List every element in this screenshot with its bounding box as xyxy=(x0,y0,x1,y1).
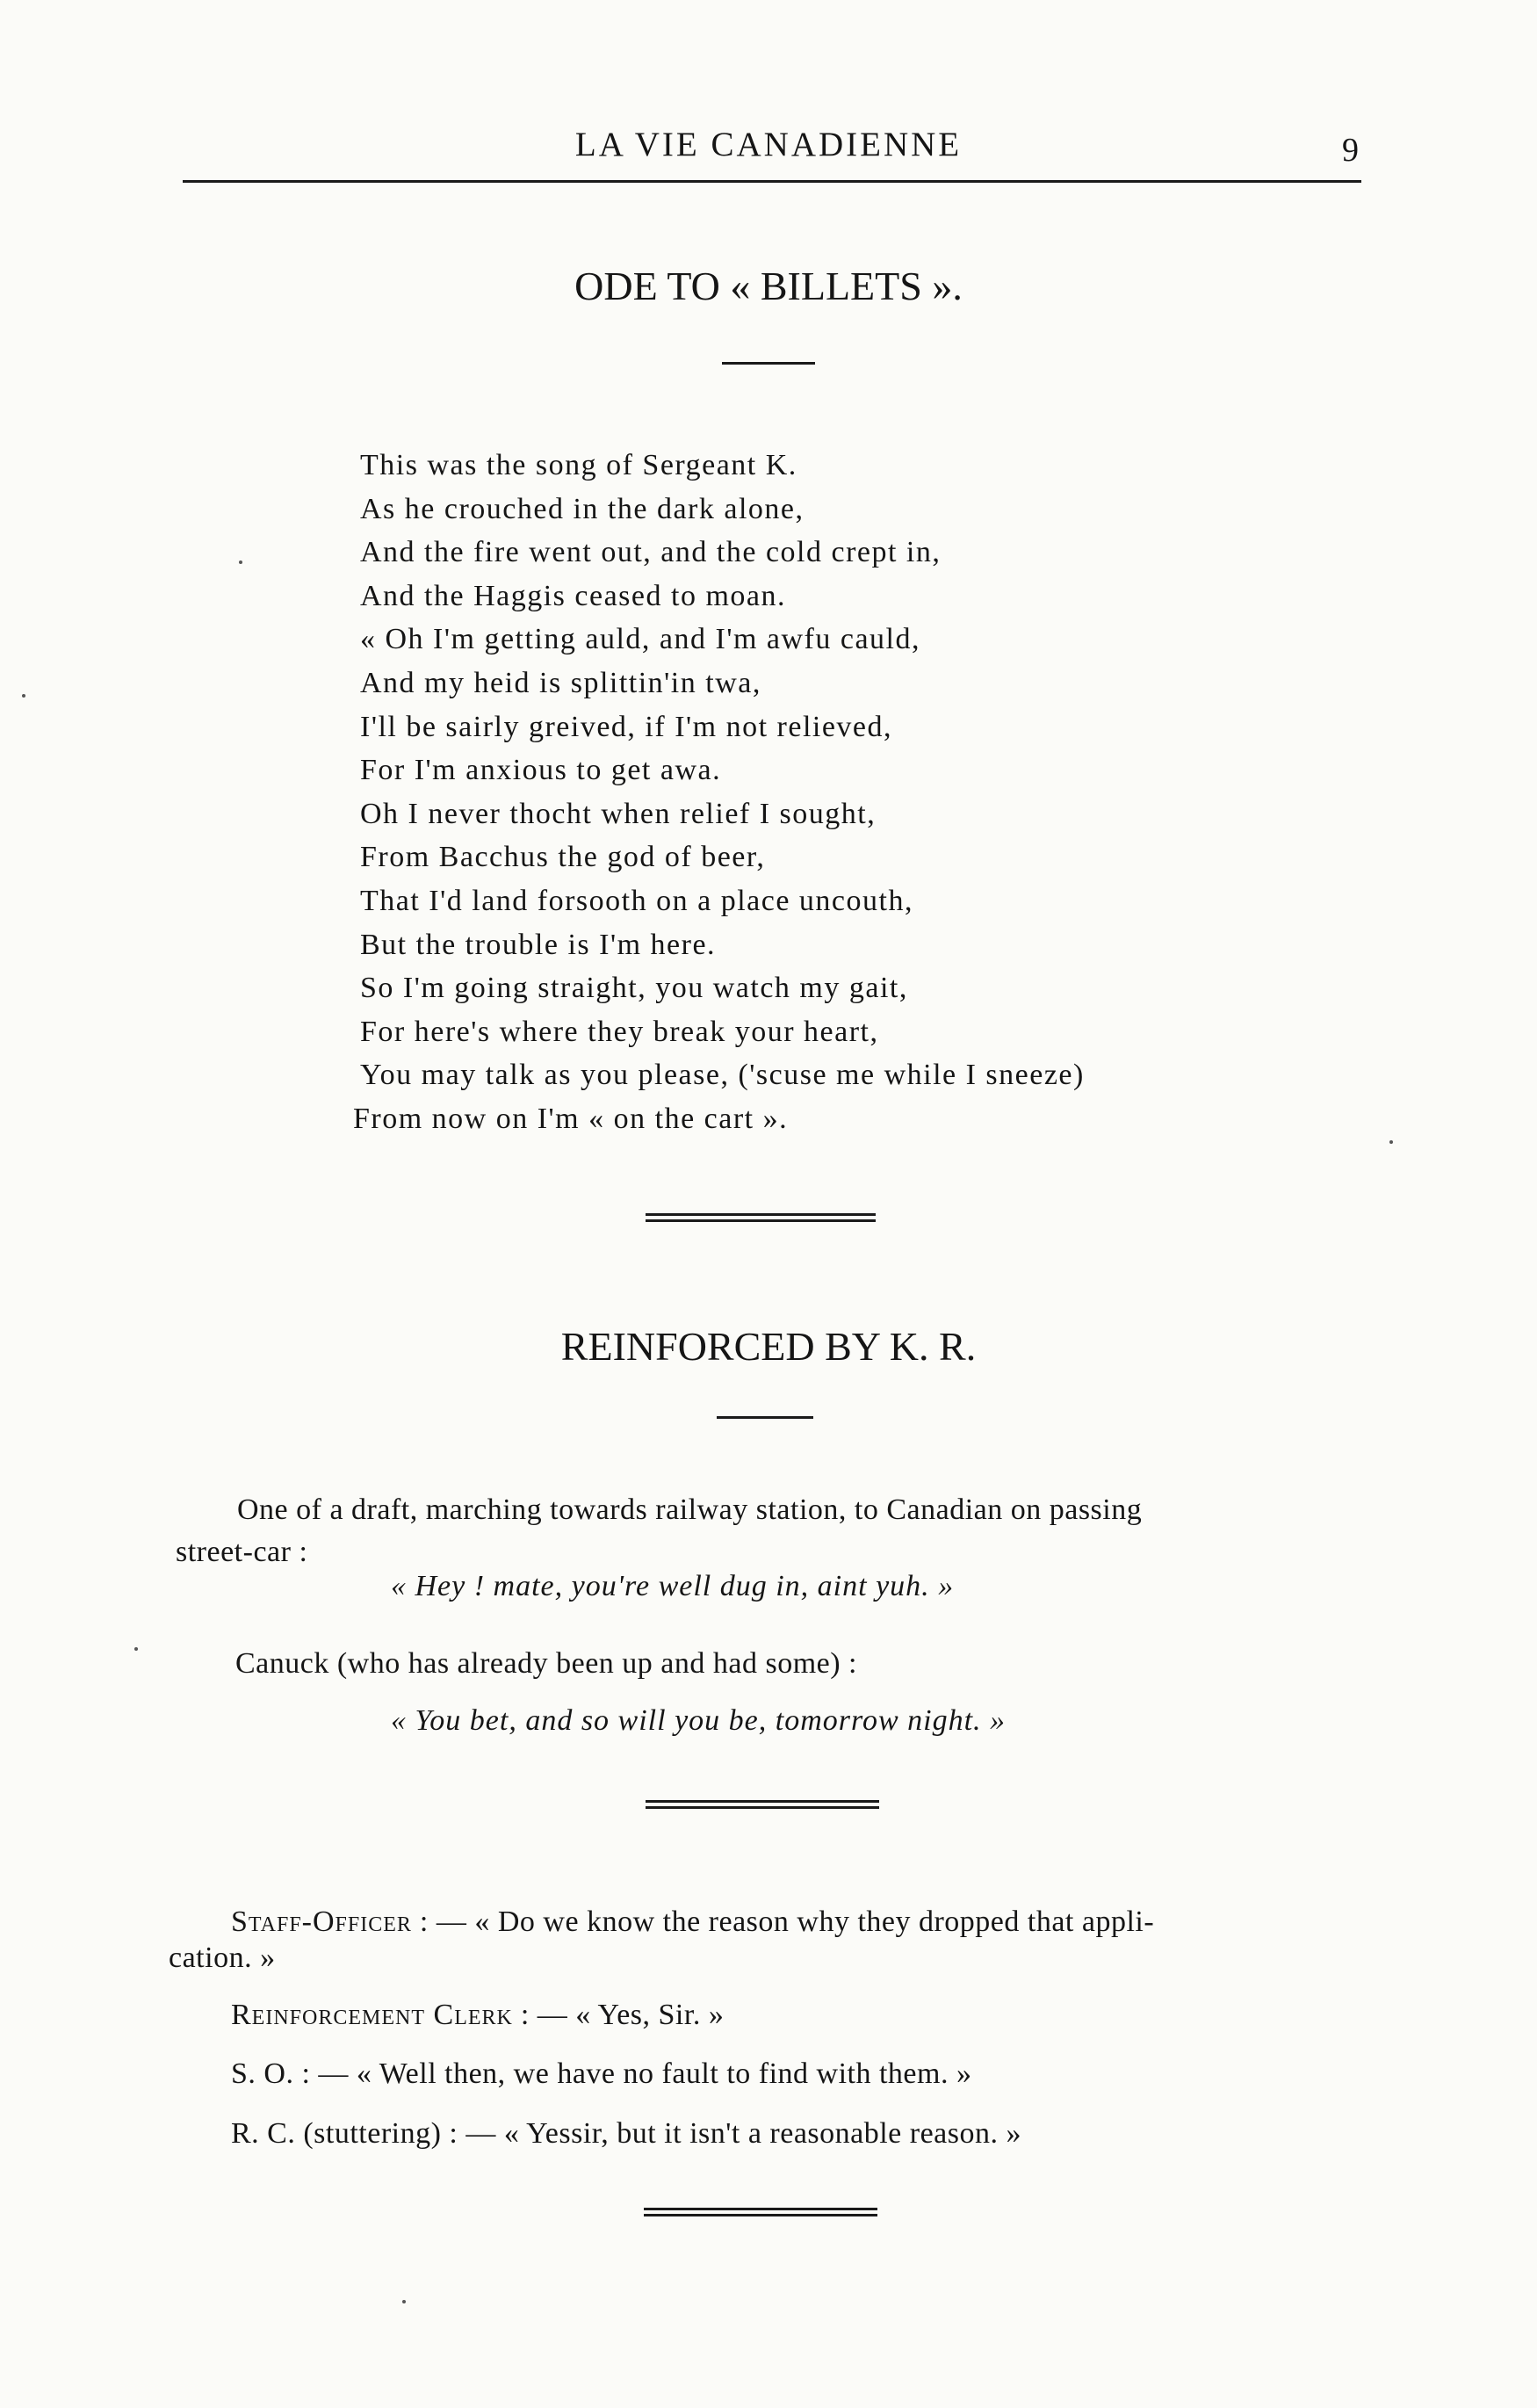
intro-line: One of a draft, marching towards railway station, to Canadian on passing xyxy=(237,1493,1143,1526)
poem-line: This was the song of Sergeant K. xyxy=(360,449,797,481)
poem-line: From now on I'm « on the cart ». xyxy=(353,1102,789,1135)
speaker-name: Reinforcement Clerk xyxy=(231,1999,513,2031)
poem-line: « Oh I'm getting auld, and I'm awfu cauld, xyxy=(360,623,920,656)
poem-line: I'll be sairly greived, if I'm not relieved, xyxy=(360,710,893,743)
poem-line: And the fire went out, and the cold crept in, xyxy=(360,536,942,569)
running-header-title: LA VIE CANADIENNE xyxy=(574,126,963,163)
poem-line: As he crouched in the dark alone, xyxy=(360,492,805,525)
canuck-line: Canuck (who has already been up and had some) : xyxy=(235,1647,857,1680)
scan-speck xyxy=(402,2300,406,2303)
intro-line: street-car : xyxy=(176,1536,308,1568)
dialogue-line: R. C. (stuttering) : — « Yessir, but it isn't a reasonable reason. » xyxy=(231,2117,1022,2150)
poem-line: But the trouble is I'm here. xyxy=(360,928,717,961)
dialogue-line: cation. » xyxy=(169,1942,276,1974)
page-number: 9 xyxy=(1342,132,1359,169)
dialogue-line: S. O. : — « Well then, we have no fault to find with them. » xyxy=(231,2057,972,2090)
poem-line: For here's where they break your heart, xyxy=(360,1015,879,1048)
poem-line: You may talk as you please, ('scuse me while I sneeze) xyxy=(360,1059,1085,1092)
dialogue-line xyxy=(231,1901,1154,1943)
header-rule xyxy=(183,180,1361,183)
scan-speck xyxy=(1389,1140,1393,1144)
poem-line: For I'm anxious to get awa. xyxy=(360,754,722,787)
ode-title: ODE TO « BILLETS ». xyxy=(574,264,963,308)
scan-speck xyxy=(239,560,242,564)
dialogue-line xyxy=(231,1994,724,2036)
dialogue-text: : — « Yes, Sir. » xyxy=(512,1999,725,2031)
quote-line: « You bet, and so will you be, tomorrow night. » xyxy=(391,1704,1007,1737)
dialogue-text: : — « Do we know the reason why they dropped that appli- xyxy=(411,1905,1155,1938)
ode-title-rule xyxy=(722,362,815,365)
reinforced-title: REINFORCED BY K. R. xyxy=(560,1324,977,1369)
poem-line: So I'm going straight, you watch my gait, xyxy=(360,972,908,1005)
reinforced-title-rule xyxy=(717,1416,813,1419)
section-divider xyxy=(646,1800,879,1809)
scan-speck xyxy=(134,1647,138,1651)
poem-line: And my heid is splittin'in twa, xyxy=(360,666,761,699)
poem-line: That I'd land forsooth on a place uncouth, xyxy=(360,884,913,917)
scan-speck xyxy=(22,694,25,698)
section-divider xyxy=(646,1213,876,1222)
poem-line: Oh I never thocht when relief I sought, xyxy=(360,797,877,830)
quote-line: « Hey ! mate, you're well dug in, aint yuh. » xyxy=(391,1570,955,1602)
ode-poem xyxy=(353,444,1085,1141)
poem-line: From Bacchus the god of beer, xyxy=(360,841,766,874)
speaker-name: Staff-Officer xyxy=(231,1905,412,1938)
section-divider xyxy=(644,2208,877,2216)
poem-line: And the Haggis ceased to moan. xyxy=(360,579,786,612)
